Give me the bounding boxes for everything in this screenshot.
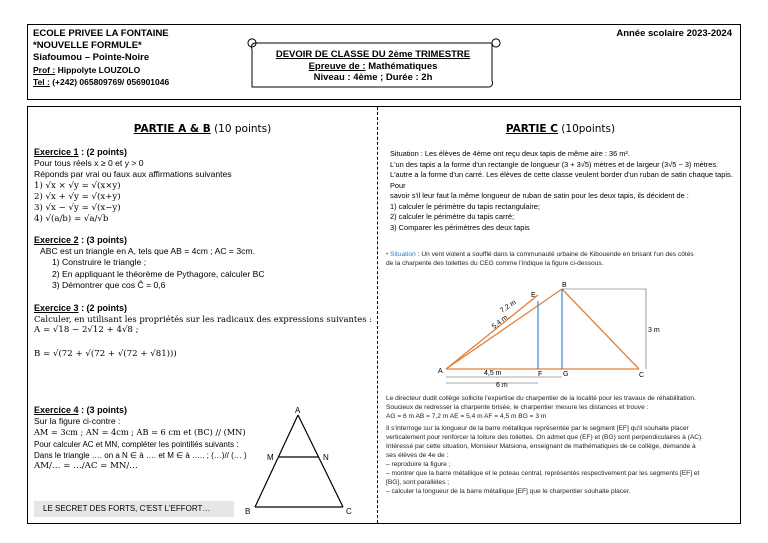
- fig-label-c: C: [639, 372, 645, 379]
- school-year: Année scolaire 2023-2024: [616, 28, 732, 39]
- fig-label-f: F: [538, 371, 543, 378]
- para2-line: Il s'interroge sur la longueur de la barre métallique représentée par le segment [EF] qu'il souhaite placer: [386, 425, 689, 432]
- fig-dim-54: 5,4 m: [490, 314, 510, 331]
- school-name: ECOLE PRIVEE LA FONTAINE: [33, 28, 169, 39]
- directeur-paragraph: [386, 394, 738, 421]
- task-item: 3) Comparer les périmètres des deux tapis: [390, 222, 530, 232]
- ex2-item: 1) Construire le triangle ;: [52, 257, 147, 268]
- devoir-title: DEVOIR DE CLASSE DU 2ème TRIMESTRE: [275, 49, 471, 60]
- fig-dim-72: 7,2 m: [499, 299, 518, 315]
- fig-label-g: G: [563, 371, 569, 378]
- para1-line: Le directeur dudit collège sollicite l'expertise du charpentier de la localité pour les travaux de réhabilitation.: [386, 395, 696, 402]
- para2-line: [BG], sont parallèles ;: [386, 479, 450, 486]
- ex2-line1: ABC est un triangle en A, tels que AB = 4cm ; AC = 3cm.: [40, 246, 255, 257]
- ex4-line2: AM = 3cm ; AN = 4cm ; AB = 6 cm et (BC) // (MN): [34, 427, 246, 438]
- para1-line: AG = 6 m AB = 7,2 m AE = 5,4 m AF = 4,5 m BG = 3 m: [386, 413, 547, 420]
- ex3-line1: Calculer, en utilisant les propriétés sur les radicaux des expressions suivantes :: [34, 314, 372, 325]
- location: Siafoumou – Pointe-Noire: [33, 52, 150, 63]
- situation-line: Situation : Les élèves de 4ème ont reçu deux tapis de même aire : 36 m².: [390, 149, 630, 158]
- column-divider: [377, 107, 378, 523]
- ex4-line4: Dans le triangle …. on a N ∈ à …. et M ∈ à ….. ; (…)// (… ): [34, 450, 247, 460]
- title-scroll: [246, 35, 498, 93]
- situation-2: [386, 250, 736, 268]
- tel-line: [33, 76, 169, 88]
- ex4-heading: Exercice 4 : (3 points): [34, 405, 128, 415]
- motto-banner: LE SECRET DES FORTS, C'EST L'EFFORT…: [34, 501, 234, 517]
- situation-line: L'un des tapis a la forme d'un rectangle de longueur (3 + 3√5) mètres et de largeur (3√5 − 3) mètres.: [390, 159, 719, 169]
- exam-frame: [27, 106, 741, 524]
- ex2-item: 2) En appliquant le théorème de Pythagore, calculer BC: [52, 268, 265, 279]
- ex3-expr-a: A = √18 − 2√12 + 4√8 ;: [34, 325, 139, 336]
- situation-line: savoir s'il leur faut la même longueur de ruban de satin pour les deux tapis, ils décident de :: [390, 191, 689, 200]
- fig-dim-6: 6 m: [496, 382, 508, 389]
- interrogation-paragraph: [386, 424, 738, 496]
- para2-line: Intéressé par cette situation, Monsieur Matsiona, enseignant de mathématiques de ce collège, demande à: [386, 443, 696, 450]
- ex2-heading: Exercice 2 : (3 points): [34, 235, 128, 245]
- ex4-line5: AM/… = …/AC = MN/…: [34, 461, 138, 472]
- roof-figure: [434, 277, 660, 389]
- ex1-heading: Exercice 1 : (2 points): [34, 147, 128, 157]
- ex1-item: 2) √x + √y = √(x+y): [34, 191, 121, 202]
- label-a: A: [295, 406, 301, 415]
- label-b: B: [245, 507, 251, 516]
- fig-label-b: B: [562, 282, 567, 289]
- exercise-4: [34, 405, 249, 472]
- exercise-1: [34, 147, 370, 225]
- exercise-2: [34, 235, 370, 291]
- prof-label: Prof :: [33, 65, 56, 75]
- epreuve-line: [260, 61, 486, 73]
- ex4-line1: Sur la figure ci-contre :: [34, 416, 121, 427]
- situation2-text: : Un vent violent a soufflé dans la communauté urbaine de Kibouende en brisant l'un des côtés: [417, 251, 694, 258]
- para2-line: – calculer la longueur de la barre métallique [EF] que le charpentier souhaite placer.: [386, 488, 631, 495]
- prof-name: Hippolyte LOUZOLO: [57, 65, 141, 75]
- tel-numbers: (+242) 065809769/ 056901046: [52, 77, 170, 87]
- ex1-line1: Pour tous réels x ≥ 0 et y > 0: [34, 158, 144, 169]
- niveau-line: Niveau : 4ème ; Durée : 2h: [313, 72, 433, 83]
- label-n: N: [323, 453, 329, 462]
- scroll-text: [260, 49, 486, 84]
- para2-line: ses élèves de 4e de :: [386, 452, 449, 459]
- fig-label-e: E: [531, 292, 536, 299]
- fig-dim-3: 3 m: [648, 327, 660, 334]
- para2-line: – reproduire la figure ;: [386, 461, 451, 468]
- ex3-heading: Exercice 3 : (2 points): [34, 303, 128, 313]
- exercise-3: [34, 303, 372, 360]
- para2-line: – montrer que la barre métallique et le poteau central, représentés respectivement par les segments [EF] et: [386, 470, 700, 477]
- fig-label-a: A: [438, 368, 443, 375]
- part-ab-title: PARTIE A & B (10 points): [133, 123, 272, 135]
- prof-line: [33, 64, 169, 76]
- para2-line: verticalement pour renforcer la toiture des toilettes. On admet que (EF) et (BG) sont perpendiculaires à (AC).: [386, 434, 704, 441]
- header-box: [27, 24, 741, 100]
- ex2-item: 3) Démontrer que cos Ĉ = 0,6: [52, 279, 166, 290]
- situation2-line1: [386, 250, 736, 259]
- school-info: [33, 28, 169, 88]
- ex1-item: 3) √x − √y = √(x−y): [34, 203, 121, 214]
- ex1-line2: Réponds par vrai ou faux aux affirmations suivantes: [34, 169, 232, 180]
- label-c: C: [346, 507, 352, 516]
- part-c-title: PARTIE C (10points): [505, 123, 616, 135]
- ex1-item: 1) √x × √y = √(x×y): [34, 180, 121, 191]
- formula: *NOUVELLE FORMULE*: [33, 40, 142, 51]
- ex1-item: 4) √(a/b) = √a/√b: [34, 214, 109, 225]
- situation-c: [390, 149, 738, 233]
- epreuve-subject: Mathématiques: [368, 60, 438, 72]
- task-item: 1) calculer le périmètre du tapis rectangulaire;: [390, 201, 540, 211]
- ex4-line3: Pour calculer AC et MN, compléter les pointillés suivants :: [34, 439, 239, 449]
- situation-line: L'autre a la forme d'un carré. Les élèves de cette classe veulent border d'un ruban de satin chaque tapis. Pour: [390, 170, 733, 190]
- situation2-label: • Situation: [386, 251, 416, 258]
- para1-line: Soucieux de redresser la charpente brisée, le charpentier mesure les distances et trouve :: [386, 404, 649, 411]
- label-m: M: [267, 453, 274, 462]
- triangle-figure: [243, 405, 373, 517]
- situation2-line2: de la charpente des toilettes du CEG comme l'indique la figure ci-dessous.: [386, 260, 604, 267]
- task-item: 2) calculer le périmètre du tapis carré;: [390, 212, 515, 221]
- fig-dim-45: 4,5 m: [484, 370, 502, 377]
- ex3-expr-b: B = √(72 + √(72 + √(72 + √81))): [34, 348, 177, 359]
- tel-label: Tel :: [33, 77, 50, 87]
- epreuve-label: Epreuve de :: [308, 60, 366, 72]
